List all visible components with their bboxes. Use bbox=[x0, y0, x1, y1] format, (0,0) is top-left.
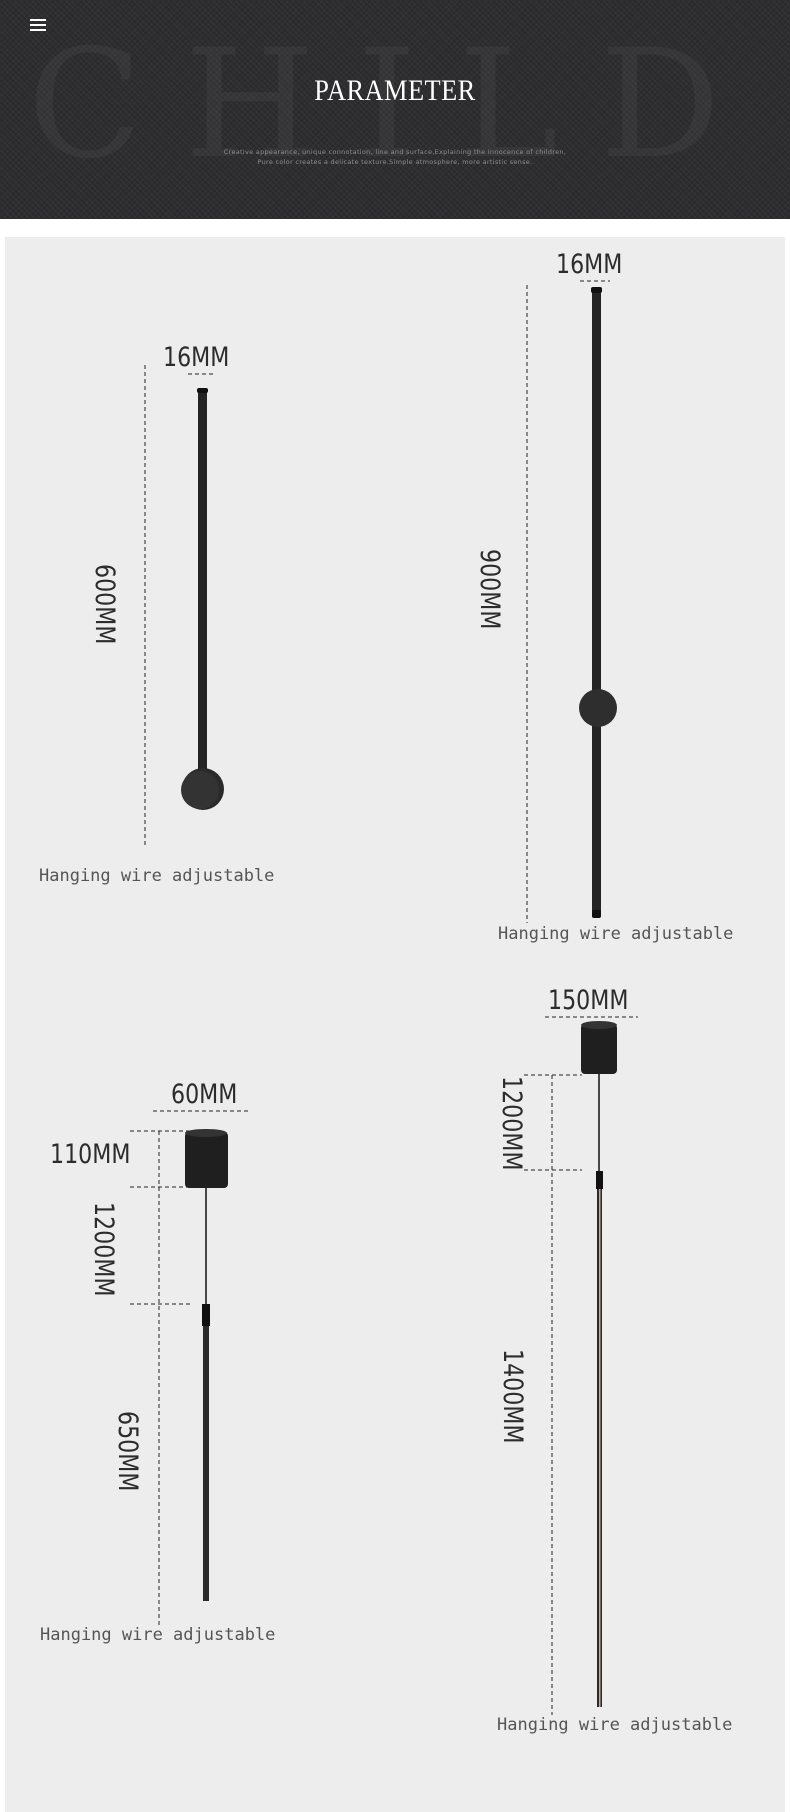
pendant-lamp-650-icon bbox=[185, 1129, 228, 1601]
p2-caption: Hanging wire adjustable bbox=[498, 924, 734, 944]
p1-width-label: 16MM bbox=[163, 342, 230, 373]
p2-width-label: 16MM bbox=[556, 249, 623, 280]
pendant-lamp-1400-icon bbox=[581, 1021, 617, 1707]
p4-tube-label: 1400MM bbox=[497, 1349, 528, 1444]
wall-lamp-600-icon bbox=[181, 388, 224, 810]
p4-width-label: 150MM bbox=[548, 985, 629, 1016]
p3-tube-label: 650MM bbox=[112, 1411, 143, 1492]
banner-subtitle-line-2: Pure color creates a delicate texture.Simple atmosphere, more artistic sense. bbox=[257, 158, 533, 166]
p1-height-label: 600MM bbox=[89, 564, 120, 645]
p3-caption: Hanging wire adjustable bbox=[40, 1625, 276, 1645]
p3-canopy-label: 110MM bbox=[50, 1139, 131, 1170]
banner-subtitle-line-1: Creative appearance, unique connotation, line and surface,Explaining the innocence of children, bbox=[223, 148, 567, 156]
p2-height-label: 900MM bbox=[474, 549, 505, 630]
p1-caption: Hanging wire adjustable bbox=[39, 866, 275, 886]
p4-wire-label: 1200MM bbox=[496, 1076, 527, 1171]
p4-caption: Hanging wire adjustable bbox=[497, 1715, 733, 1735]
wall-lamp-900-icon bbox=[579, 287, 617, 918]
p3-width-label: 60MM bbox=[171, 1079, 238, 1110]
p3-wire-label: 1200MM bbox=[88, 1202, 119, 1297]
page-title: PARAMETER bbox=[314, 74, 476, 107]
